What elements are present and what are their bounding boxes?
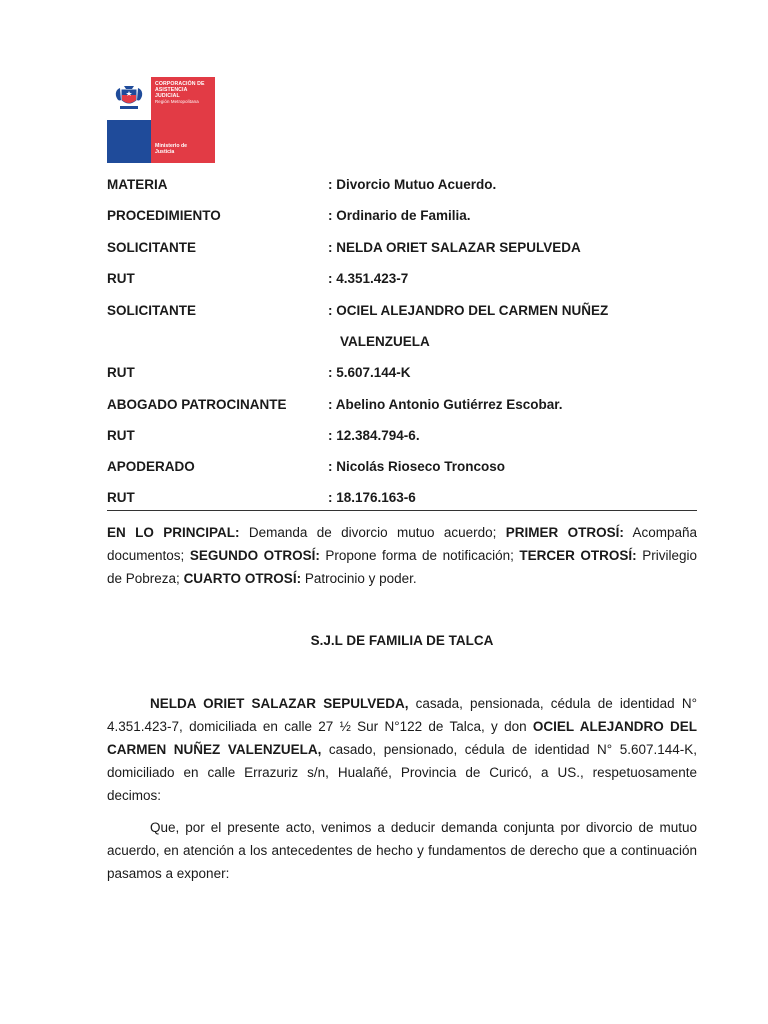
header-row-procedimiento bbox=[107, 208, 697, 228]
header-label: RUT bbox=[107, 271, 135, 286]
header-label: SOLICITANTE bbox=[107, 240, 196, 255]
header-label: SOLICITANTE bbox=[107, 303, 196, 318]
body-paragraph-1: NELDA ORIET SALAZAR SEPULVEDA, casada, pensionada, cédula de identidad N° 4.351.423-7, domiciliada en calle 27 ½ Sur N°122 de Talca, y don OCIEL ALEJANDRO DEL CARMEN NUÑEZ VALENZUELA, casado, pensionado, cédula de identidad N° 5.607.144-K, domiciliado en calle Errazuriz s/n, Hualañé, Provincia de Curicó, a US., respetuosamente decimos: bbox=[107, 696, 698, 803]
body-paragraph-2: Que, por el presente acto, venimos a deducir demanda conjunta por divorcio de mutuo acuerdo, en atención a los antecedentes de hecho y fundamentos de derecho que a continuación pasamos a exponer: bbox=[107, 820, 697, 881]
logo-text-panel bbox=[151, 77, 215, 163]
header-value: : 4.351.423-7 bbox=[328, 271, 409, 286]
header-value: : OCIEL ALEJANDRO DEL CARMEN NUÑEZ bbox=[328, 303, 609, 318]
header-value: : Divorcio Mutuo Acuerdo. bbox=[328, 177, 497, 192]
header-value: : 5.607.144-K bbox=[328, 365, 411, 380]
header-row-rut-3 bbox=[107, 428, 697, 448]
header-value: : Abelino Antonio Gutiérrez Escobar. bbox=[328, 397, 563, 412]
header-label: PROCEDIMIENTO bbox=[107, 208, 221, 223]
header-divider bbox=[107, 510, 697, 511]
header-value: : 12.384.794-6. bbox=[328, 428, 420, 443]
header-label: ABOGADO PATROCINANTE bbox=[107, 397, 287, 412]
logo-flag-panel bbox=[107, 77, 151, 163]
header-label: RUT bbox=[107, 365, 135, 380]
logo-region: Región Metropolitana bbox=[155, 99, 199, 104]
header-row-continuation bbox=[107, 334, 697, 354]
header-value: : Ordinario de Familia. bbox=[328, 208, 471, 223]
header-label: MATERIA bbox=[107, 177, 168, 192]
header-label: APODERADO bbox=[107, 459, 195, 474]
header-value: : Nicolás Rioseco Troncoso bbox=[328, 459, 506, 474]
header-row-rut-1 bbox=[107, 271, 697, 291]
header-row-materia bbox=[107, 177, 697, 197]
header-value: : NELDA ORIET SALAZAR SEPULVEDA bbox=[328, 240, 581, 255]
coat-of-arms-icon bbox=[112, 82, 146, 114]
header-row-rut-4 bbox=[107, 490, 697, 510]
header-row-solicitante-2 bbox=[107, 303, 697, 323]
court-heading: S.J.L DE FAMILIA DE TALCA bbox=[310, 633, 494, 648]
logo-org-name: CORPORACIÓN DE ASISTENCIA JUDICIAL Región Metropolitana bbox=[155, 81, 205, 104]
header-label: RUT bbox=[107, 490, 135, 505]
summary-paragraph: EN LO PRINCIPAL: Demanda de divorcio mutuo acuerdo; PRIMER OTROSÍ: Acompaña documentos; SEGUNDO OTROSÍ: Propone forma de notificación; TERCER OTROSÍ: Privilegio de Pobreza; CUARTO OTROSÍ: Patrocinio y poder. bbox=[107, 525, 697, 586]
header-row-apoderado bbox=[107, 459, 697, 479]
header-row-rut-2 bbox=[107, 365, 697, 385]
institution-logo bbox=[107, 77, 215, 163]
header-row-abogado bbox=[107, 397, 697, 417]
logo-ministry: Ministerio de Justicia bbox=[155, 143, 187, 155]
header-value: VALENZUELA bbox=[340, 334, 430, 349]
header-label: RUT bbox=[107, 428, 135, 443]
header-value: : 18.176.163-6 bbox=[328, 490, 416, 505]
header-row-solicitante-1 bbox=[107, 240, 697, 260]
